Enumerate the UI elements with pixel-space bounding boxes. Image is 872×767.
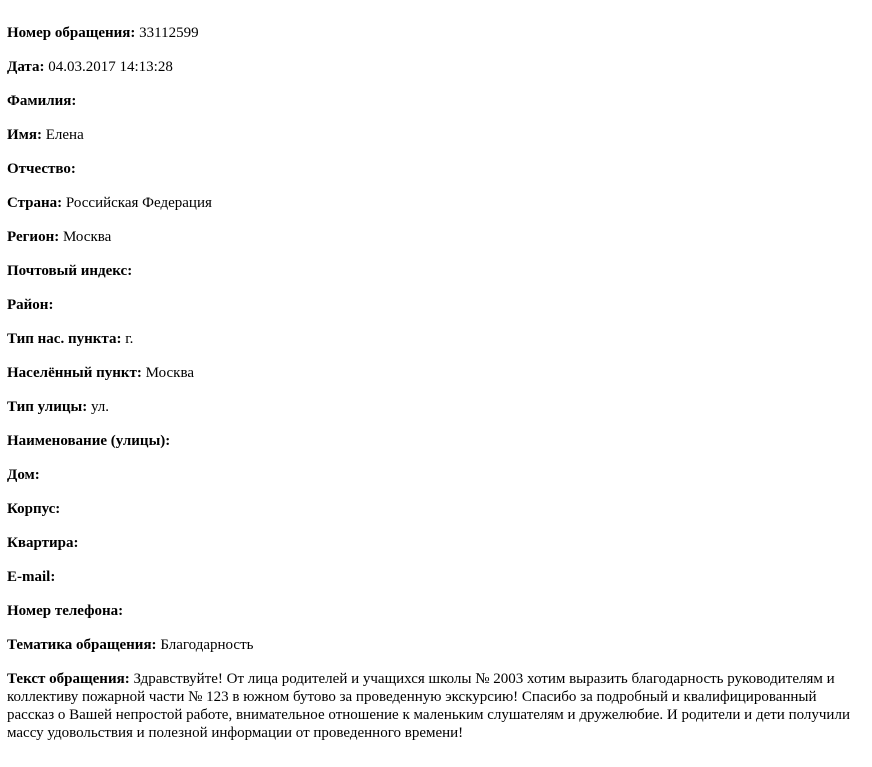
field-label: Квартира:: [7, 535, 79, 551]
field-value: Москва: [141, 365, 194, 381]
field-label: Дата:: [7, 59, 45, 75]
field-label: Текст обращения:: [7, 671, 130, 687]
field-district: [7, 296, 867, 314]
field-apartment: [7, 534, 867, 552]
field-appeal-number: [7, 24, 867, 42]
field-appeal-text: [7, 670, 859, 742]
field-topic: [7, 636, 867, 654]
field-region: [7, 228, 867, 246]
field-label: Почтовый индекс:: [7, 263, 133, 279]
field-value: г.: [121, 331, 134, 347]
field-value: 33112599: [135, 25, 199, 41]
field-value: Российская Федерация: [62, 195, 212, 211]
field-house: [7, 466, 867, 484]
field-label: Корпус:: [7, 501, 61, 517]
appeal-details: [7, 24, 867, 758]
field-postal-code: [7, 262, 867, 280]
field-label: Номер обращения:: [7, 25, 136, 41]
field-label: Номер телефона:: [7, 603, 124, 619]
field-label: Тематика обращения:: [7, 637, 157, 653]
field-label: Тип улицы:: [7, 399, 88, 415]
field-street-name: [7, 432, 867, 450]
field-label: Отчество:: [7, 161, 76, 177]
field-label: Фамилия:: [7, 93, 77, 109]
field-label: Населённый пункт:: [7, 365, 142, 381]
field-date: [7, 58, 867, 76]
field-label: Дом:: [7, 467, 40, 483]
field-street-type: [7, 398, 867, 416]
field-value: 04.03.2017 14:13:28: [44, 59, 173, 75]
field-settlement: [7, 364, 867, 382]
field-building: [7, 500, 867, 518]
field-value: Здравствуйте! От лица родителей и учащихся школы № 2003 хотим выразить благодарность руководителям и коллективу пожарной части № 123 в южном бутово за проведенную экскурсию! Спасибо за подробный и квалифицированный рассказ о Вашей непростой работе, внимательное отношение к маленьким слушателям и дружелюбие. И родители и дети получили массу удовольствия и полезной информации от проведенного времени!: [7, 671, 850, 741]
field-email: [7, 568, 867, 586]
field-label: Имя:: [7, 127, 42, 143]
field-value: ул.: [87, 399, 110, 415]
field-settlement-type: [7, 330, 867, 348]
separator-line: [7, 0, 417, 8]
field-country: [7, 194, 867, 212]
field-label: E-mail:: [7, 569, 56, 585]
field-label: Тип нас. пункта:: [7, 331, 122, 347]
field-surname: [7, 92, 867, 110]
field-label: Регион:: [7, 229, 60, 245]
field-value: Москва: [59, 229, 112, 245]
field-first-name: [7, 126, 867, 144]
field-label: Страна:: [7, 195, 63, 211]
field-value: Елена: [42, 127, 84, 143]
field-phone: [7, 602, 867, 620]
field-label: Район:: [7, 297, 54, 313]
field-label: Наименование (улицы):: [7, 433, 171, 449]
field-patronymic: [7, 160, 867, 178]
field-value: Благодарность: [156, 637, 254, 653]
